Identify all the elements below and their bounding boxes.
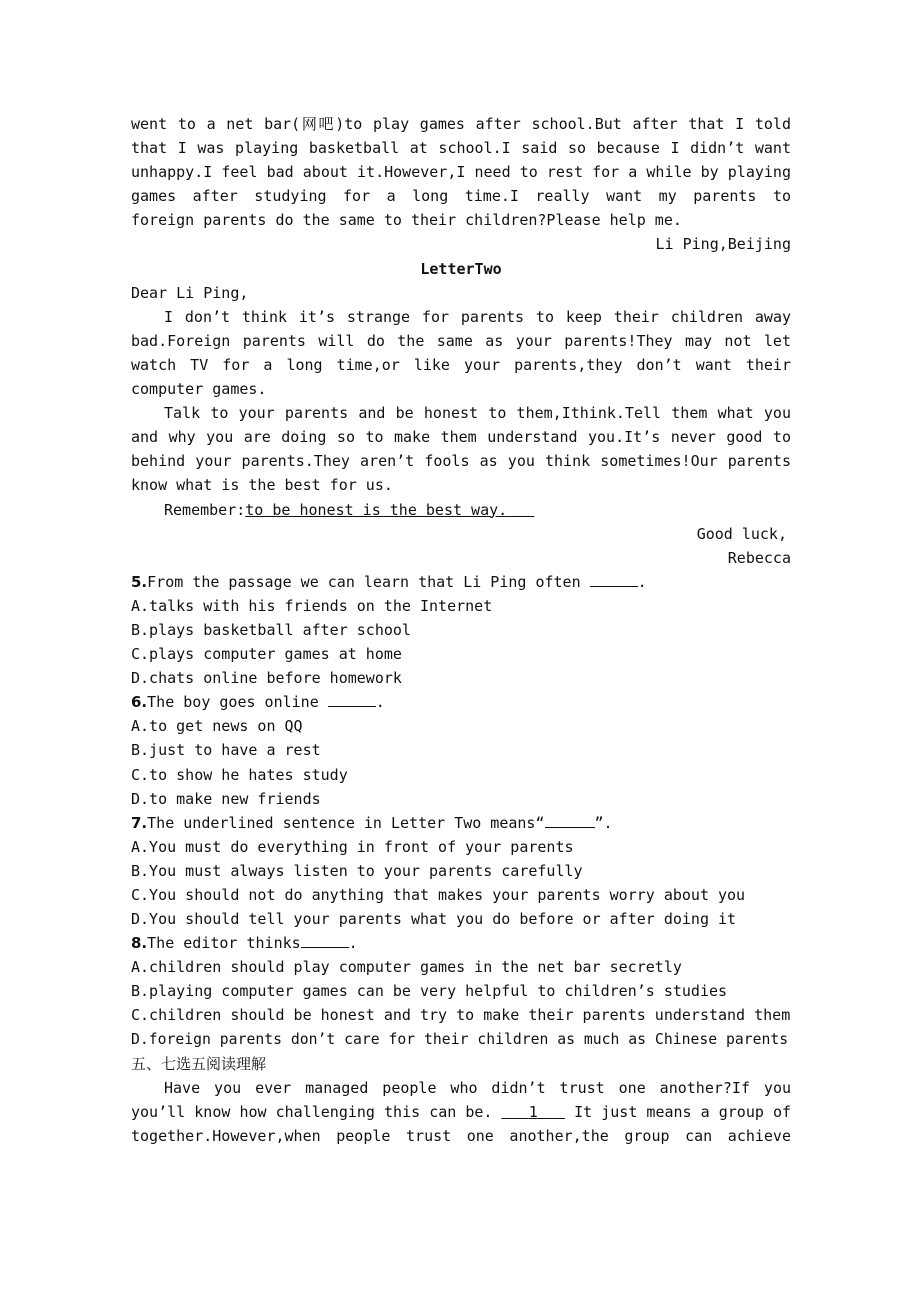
letter-one-line: foreign parents do the same to their children?Please help me.: [131, 211, 682, 230]
remember-line: [131, 498, 791, 522]
letter-one-line: went to a net bar(网吧)to play games after school.But after that I told: [131, 115, 791, 133]
question-number: 8.: [131, 934, 148, 953]
question-6-stem: 6.The boy goes online .: [131, 693, 385, 712]
option-b: B.plays basketball after school: [131, 620, 411, 639]
letter-one-line: unhappy.I feel bad about it.However,I need to rest for a while by playing: [131, 163, 791, 182]
letter-one-line: games after studying for a long time.I really want my parents to: [131, 187, 791, 206]
option-a: A.children should play computer games in the net bar secretly: [131, 958, 682, 977]
answer-blank: [301, 932, 349, 948]
question-number: 7.: [131, 813, 148, 832]
letter-two-para2-line: Talk to your parents and be honest to them,Ithink.Tell them what you: [164, 404, 791, 423]
option-c: C.You should not do anything that makes your parents worry about you: [131, 886, 746, 904]
question-number: 6.: [131, 693, 148, 712]
option-a: A.to get news on QQ: [131, 717, 303, 736]
letter-two-para1-line: watch TV for a long time,or like your parents,they don’t want their: [131, 355, 791, 374]
letter-two-para2-line: know what is the best for us.: [131, 476, 393, 495]
letter-two-salutation: Dear Li Ping,: [131, 283, 249, 302]
letter-one-line: that I was playing basketball at school.I said so because I didn’t want: [131, 139, 791, 158]
question-5-stem: 5.From the passage we can learn that Li Ping often .: [131, 572, 647, 591]
section-five-line: Have you ever managed people who didn’t trust one another?If you: [164, 1078, 791, 1097]
question-7-stem: 7.The underlined sentence in Letter Two means“ ”.: [131, 813, 613, 832]
closing: Good luck,: [696, 524, 787, 543]
gap-blank-1: 1: [528, 1102, 538, 1121]
answer-blank: [328, 691, 376, 707]
option-b: B.You must always listen to your parents carefully: [131, 861, 583, 880]
option-c: C.plays computer games at home: [131, 645, 402, 664]
letter-two-para2-line: and why you are doing so to make them understand you.It’s never good to: [131, 428, 791, 447]
option-a: A.talks with his friends on the Internet: [131, 596, 493, 615]
option-d: D.chats online before homework: [131, 669, 402, 688]
letter-two-para2-line: behind your parents.They aren’t fools as you think sometimes!Our parents: [131, 452, 791, 471]
answer-blank: [590, 571, 638, 587]
option-a: A.You must do everything in front of your parents: [131, 837, 574, 856]
letter-two-para1-line: computer games.: [131, 380, 267, 399]
letter-two-para1-line: bad.Foreign parents will do the same as your parents!They may not let: [131, 331, 791, 350]
option-c: C.children should be honest and try to make their parents understand them: [131, 1006, 791, 1025]
section-five-line: together.However,when people trust one another,the group can achieve: [131, 1126, 791, 1145]
section-five-heading: 五、七选五阅读理解: [131, 1054, 267, 1073]
option-d: D.foreign parents don’t care for their children as much as Chinese parents: [131, 1030, 789, 1048]
question-number: 5.: [131, 572, 148, 591]
letter-two-title: LetterTwo: [420, 259, 502, 278]
option-d: D.to make new friends: [131, 789, 321, 808]
option-c: C.to show he hates study: [131, 765, 348, 784]
underlined-sentence: to be honest is the best way.: [245, 500, 508, 519]
remember-prefix: Remember:: [164, 500, 246, 519]
letter-two-para1-line: I don’t think it’s strange for parents to keep their children away: [164, 307, 791, 326]
section-five-line: you’ll know how challenging this can be. 1 It just means a group of: [131, 1102, 791, 1121]
letter-one-signature: Li Ping,Beijing: [655, 235, 791, 254]
option-b: B.just to have a rest: [131, 741, 321, 760]
option-d: D.You should tell your parents what you do before or after doing it: [131, 910, 737, 929]
answer-blank: [545, 812, 595, 828]
question-8-stem: 8.The editor thinks .: [131, 934, 358, 953]
closing-name: Rebecca: [727, 548, 791, 567]
option-b: B.playing computer games can be very helpful to children’s studies: [131, 982, 728, 1001]
document-body: [131, 112, 791, 1148]
